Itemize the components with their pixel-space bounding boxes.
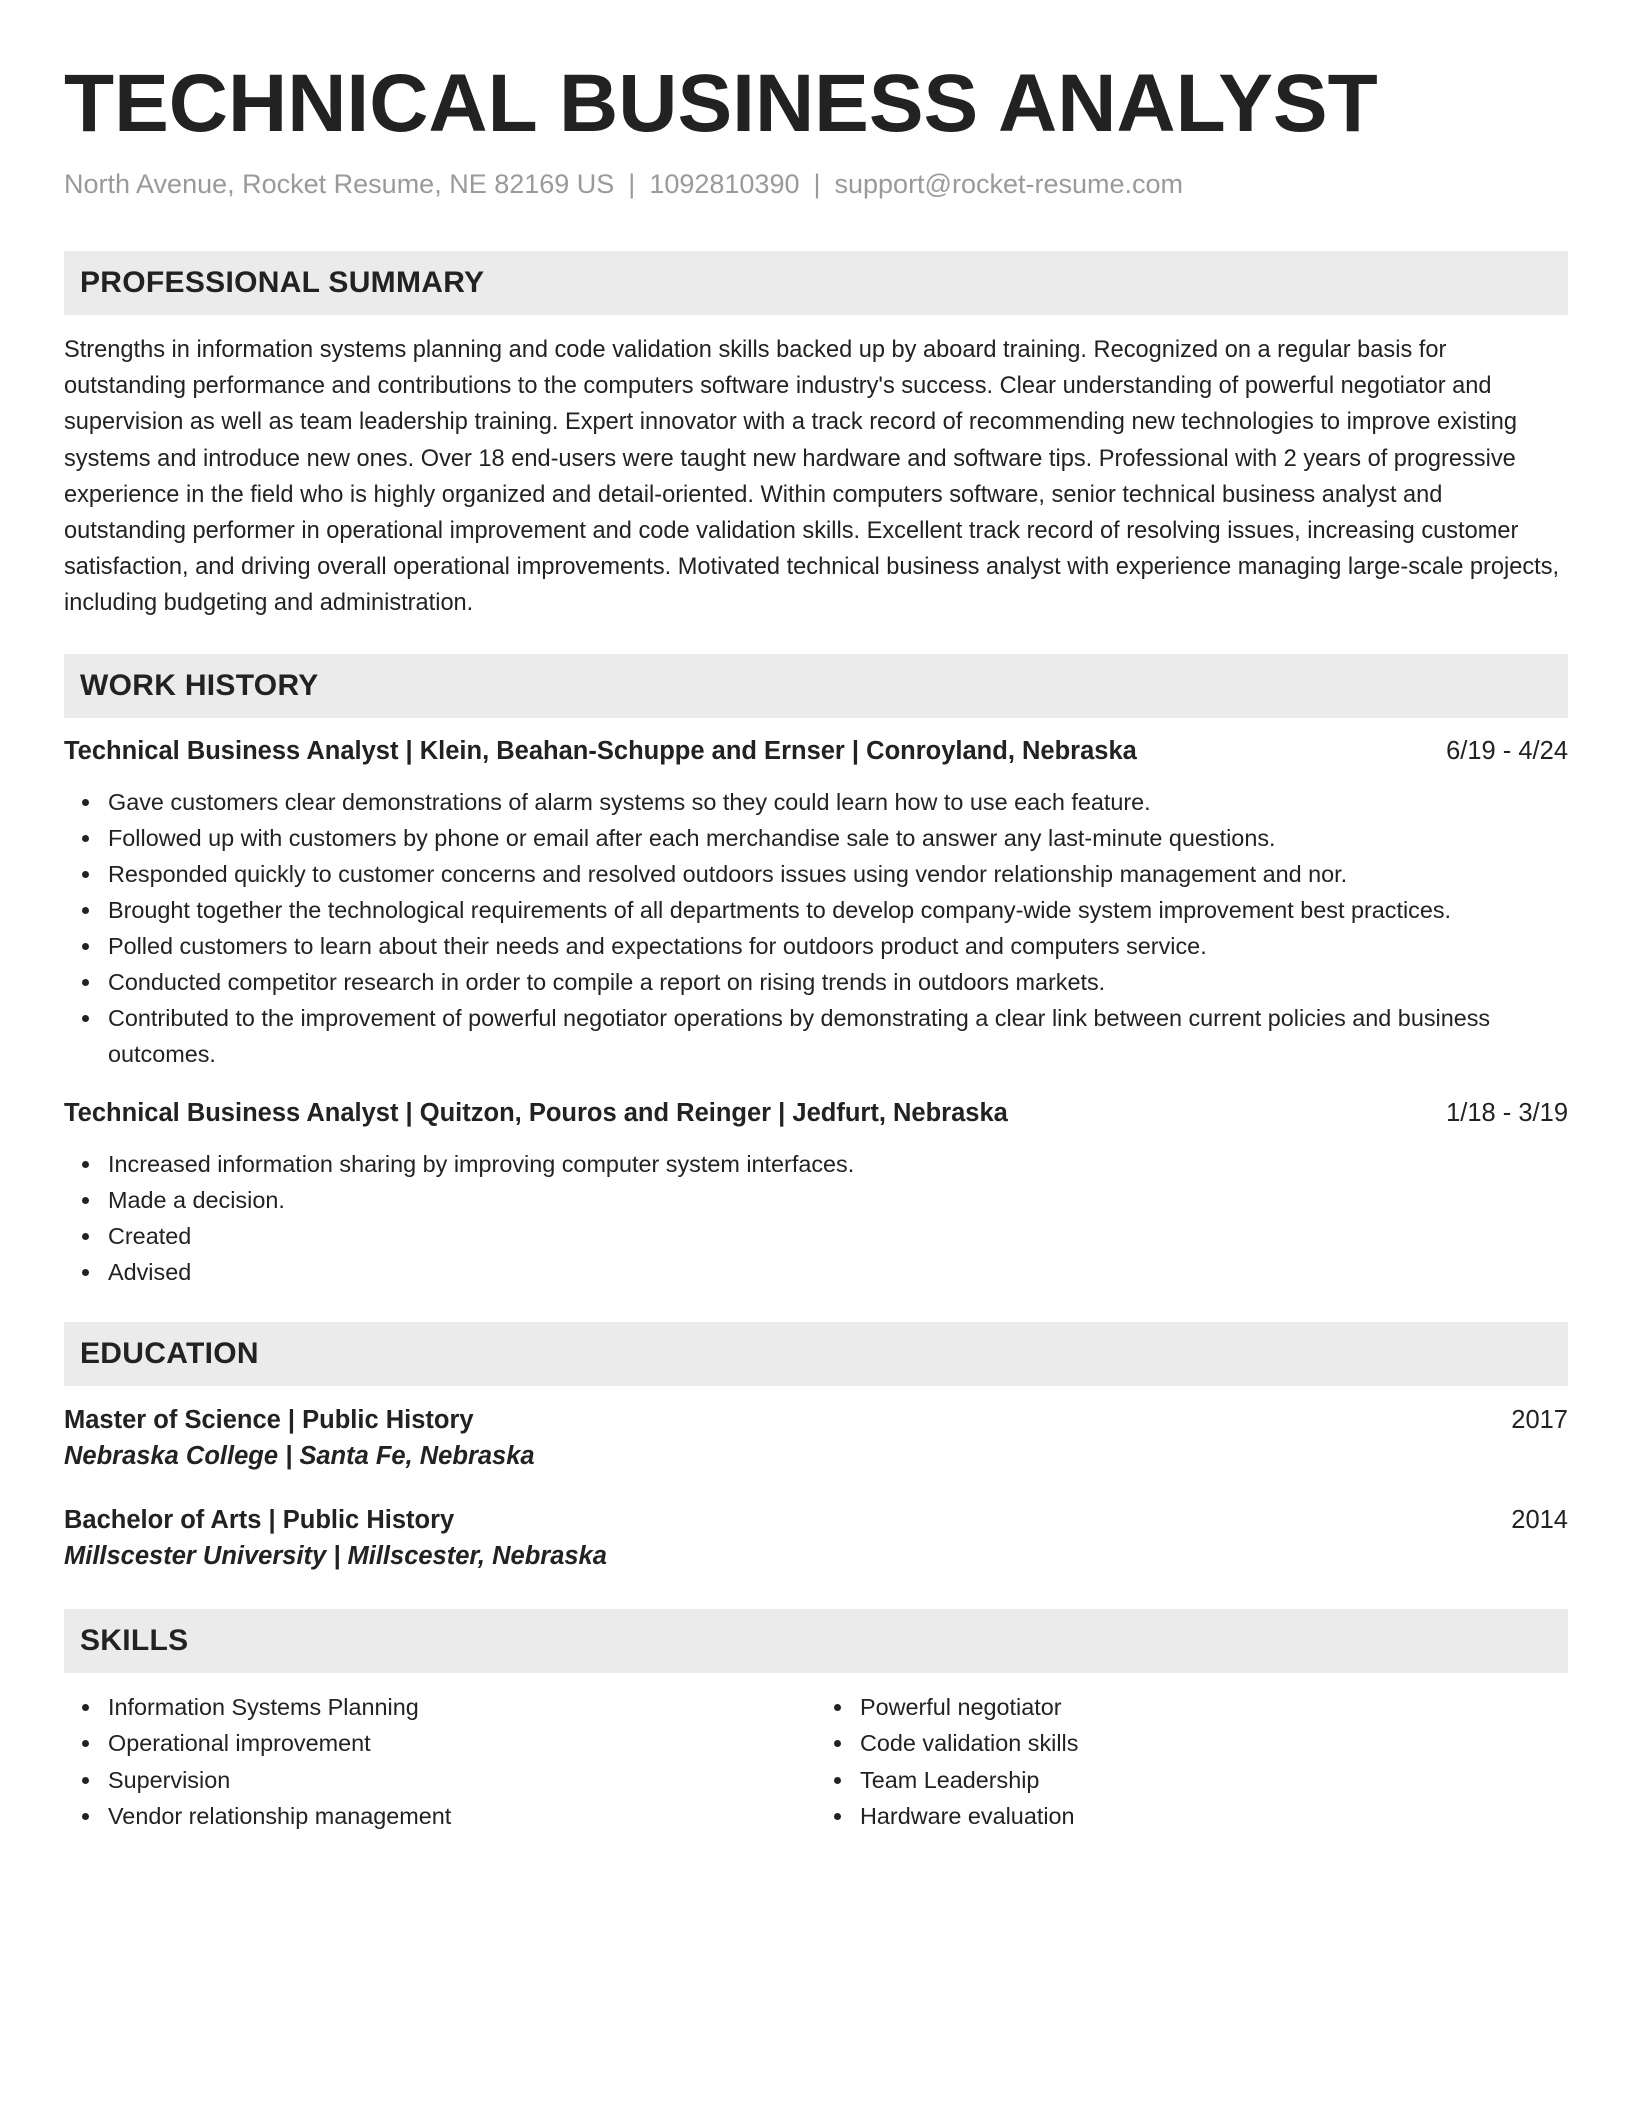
education-school: Millscester University | Millscester, Nebraska [64, 1541, 607, 1570]
job-bullet: Gave customers clear demonstrations of alarm systems so they could learn how to use each feature. [108, 784, 1568, 820]
skills-list-left [64, 1689, 816, 1835]
job-bullet: Responded quickly to customer concerns and resolved outdoors issues using vendor relationship management and nor. [108, 856, 1568, 892]
contact-separator: | [628, 169, 636, 199]
skills-list-right [816, 1689, 1568, 1835]
education-degree: Bachelor of Arts | Public History [64, 1505, 455, 1534]
contact-separator: | [813, 169, 821, 199]
job-dates: 6/19 - 4/24 [1446, 736, 1568, 765]
skill-item: Code validation skills [860, 1725, 1568, 1762]
job-bullet: Conducted competitor research in order to compile a report on rising trends in outdoors markets. [108, 964, 1568, 1000]
job-heading [64, 734, 1568, 768]
skill-item: Team Leadership [860, 1762, 1568, 1799]
job-title: Technical Business Analyst | Klein, Beahan-Schuppe and Ernser | Conroyland, Nebraska [64, 736, 1137, 765]
skill-item: Operational improvement [108, 1725, 816, 1762]
contact-address: North Avenue, Rocket Resume, NE 82169 US [64, 169, 615, 199]
contact-phone: 1092810390 [649, 169, 800, 199]
education-heading [64, 1403, 1568, 1437]
education-degree: Master of Science | Public History [64, 1405, 474, 1434]
job-bullet: Advised [108, 1254, 1568, 1290]
job-bullet-list [64, 1146, 1568, 1290]
job-bullet-list [64, 784, 1568, 1072]
contact-email: support@rocket-resume.com [834, 169, 1184, 199]
skill-item: Information Systems Planning [108, 1689, 816, 1726]
resume-page [64, 0, 1568, 1835]
skill-item: Hardware evaluation [860, 1798, 1568, 1835]
job-bullet: Followed up with customers by phone or email after each merchandise sale to answer any last-minute questions. [108, 820, 1568, 856]
education-heading [64, 1503, 1568, 1537]
section-header-summary: PROFESSIONAL SUMMARY [64, 251, 1568, 315]
skill-item: Supervision [108, 1762, 816, 1799]
resume-name: TECHNICAL BUSINESS ANALYST [64, 58, 1378, 149]
skill-item: Powerful negotiator [860, 1689, 1568, 1726]
job-bullet: Increased information sharing by improving computer system interfaces. [108, 1146, 1568, 1182]
education-school: Nebraska College | Santa Fe, Nebraska [64, 1441, 535, 1470]
summary-text: Strengths in information systems planning and code validation skills backed up by aboard training. Recognized on a regular basis for outstanding performance and contributions to the computers software industry's success. Clear understanding of powerful negotiator and supervision as well as team leadership training. Expert innovator with a track record of recommending new technologies to improve existing systems and introduce new ones. Over 18 end-users were taught new hardware and software tips. Professional with 2 years of progressive experience in the field who is highly organized and detail-oriented. Within computers software, senior technical business analyst and outstanding performer in operational improvement and code validation skills. Excellent track record of resolving issues, increasing customer satisfaction, and driving overall operational improvements. Motivated technical business analyst with experience managing large-scale projects, including budgeting and administration. [64, 337, 1560, 617]
education-year: 2014 [1511, 1505, 1568, 1534]
section-header-education: EDUCATION [64, 1322, 1568, 1386]
job-dates: 1/18 - 3/19 [1446, 1098, 1568, 1127]
job-bullet: Created [108, 1218, 1568, 1254]
job-bullet: Brought together the technological requirements of all departments to develop company-wide system improvement best practices. [108, 892, 1568, 928]
job-bullet: Contributed to the improvement of powerful negotiator operations by demonstrating a clear link between current policies and business outcomes. [108, 1000, 1568, 1072]
job-bullet: Made a decision. [108, 1182, 1568, 1218]
job-heading [64, 1096, 1568, 1130]
skills-columns [64, 1689, 1568, 1835]
contact-line [64, 166, 1568, 202]
section-header-work-history: WORK HISTORY [64, 654, 1568, 718]
job-bullet: Polled customers to learn about their needs and expectations for outdoors product and computers service. [108, 928, 1568, 964]
section-header-skills: SKILLS [64, 1609, 1568, 1673]
skill-item: Vendor relationship management [108, 1798, 816, 1835]
job-title: Technical Business Analyst | Quitzon, Pouros and Reinger | Jedfurt, Nebraska [64, 1098, 1008, 1127]
education-year: 2017 [1511, 1405, 1568, 1434]
